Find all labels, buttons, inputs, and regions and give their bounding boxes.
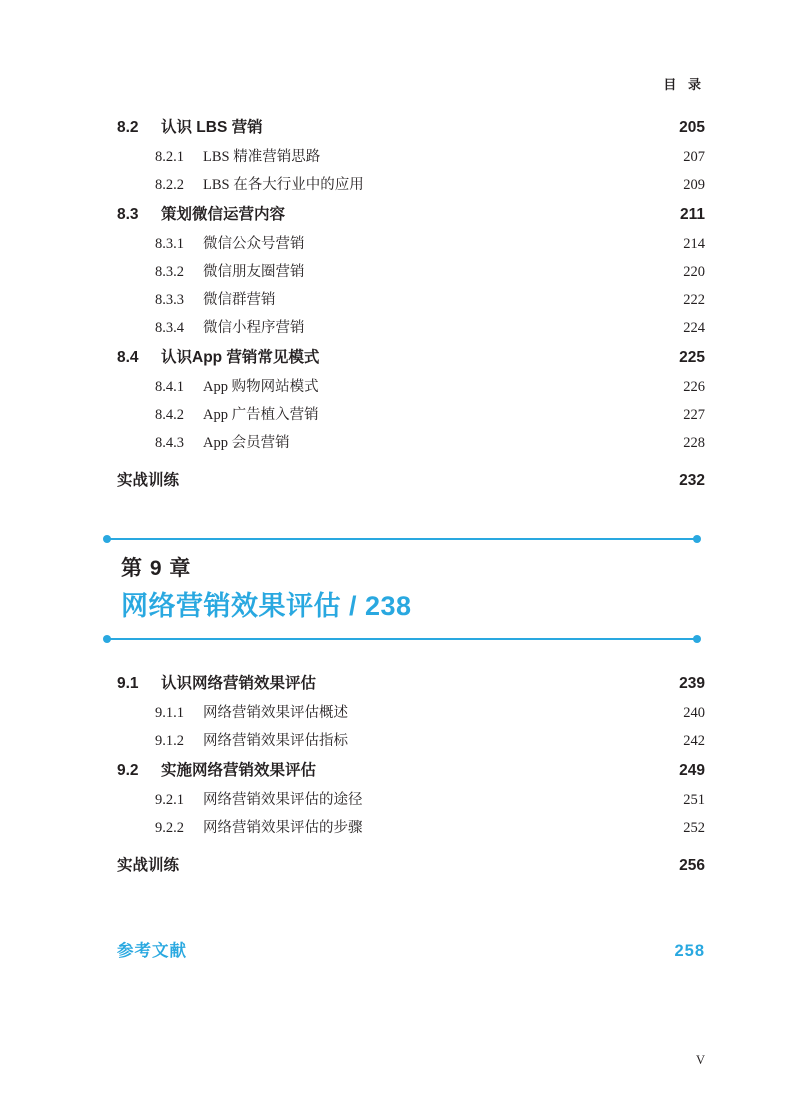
toc-entry[interactable] [95, 373, 705, 401]
toc-entry[interactable] [95, 230, 705, 258]
references-page: 258 [674, 942, 705, 960]
toc-entry-number: 8.3.3 [155, 292, 184, 308]
toc-entry-title: 策划微信运营内容 [161, 206, 286, 223]
references-title: 参考文献 [117, 942, 187, 960]
toc-entry-page: 249 [679, 762, 705, 779]
toc-entry-number: 8.2 [117, 119, 139, 136]
toc-entry-number: 8.2.2 [155, 177, 184, 193]
toc-entry-title: 微信公众号营销 [203, 236, 305, 252]
toc-entry-number: 9.1 [117, 675, 139, 692]
toc-entry-title: 实战训练 [117, 472, 180, 489]
toc-entry-title: 认识 LBS 营销 [161, 119, 263, 136]
toc-entry-page: 222 [683, 292, 705, 308]
toc-entry[interactable] [95, 786, 705, 814]
toc-entry-page: 225 [679, 349, 705, 366]
toc-entry-page: 228 [683, 435, 705, 451]
toc-entry[interactable] [95, 814, 705, 842]
chapter-rule-bottom [107, 638, 697, 640]
toc-entry-number: 8.3.1 [155, 236, 184, 252]
chapter-title: 网络营销效果评估 / 238 [121, 591, 412, 621]
toc-entry[interactable] [95, 429, 705, 457]
toc-entry-number: 9.1.1 [155, 705, 184, 721]
toc-entry-number: 9.1.2 [155, 733, 184, 749]
toc-entry[interactable] [95, 112, 705, 143]
toc-entry[interactable] [95, 401, 705, 429]
toc-entry-title: 微信朋友圈营销 [203, 264, 305, 280]
toc-entry[interactable] [95, 143, 705, 171]
toc-entry-number: 8.3.4 [155, 320, 184, 336]
toc-entry[interactable] [95, 850, 705, 881]
toc-entry-page: 242 [683, 733, 705, 749]
toc-entry-title: 微信群营销 [203, 292, 276, 308]
toc-entry-page: 224 [683, 320, 705, 336]
toc-entry-title: LBS 精准营销思路 [203, 149, 321, 165]
toc-entry-title: App 购物网站模式 [203, 379, 319, 395]
toc-entry-title: 网络营销效果评估指标 [203, 733, 348, 749]
toc-entry-page: 239 [679, 675, 705, 692]
references-entry[interactable] [95, 937, 705, 961]
toc-entry-title: 实战训练 [117, 857, 180, 874]
toc-entry-number: 8.4 [117, 349, 139, 366]
toc-entry[interactable] [95, 668, 705, 699]
toc-entry-page: 227 [683, 407, 705, 423]
toc-entry[interactable] [95, 286, 705, 314]
toc-entry-page: 207 [683, 149, 705, 165]
toc-entry-title: 网络营销效果评估的步骤 [203, 820, 363, 836]
toc-entry-title: 实施网络营销效果评估 [161, 762, 317, 779]
toc-entry-number: 9.2.2 [155, 820, 184, 836]
toc-entry-number: 9.2.1 [155, 792, 184, 808]
toc-entry[interactable] [95, 755, 705, 786]
toc-entry-page: 251 [683, 792, 705, 808]
toc-entry-number: 8.3.2 [155, 264, 184, 280]
toc-entry[interactable] [95, 171, 705, 199]
toc-entry-page: 211 [679, 206, 705, 223]
toc-entry-title: 网络营销效果评估的途径 [203, 792, 363, 808]
toc-entry-title: App 广告植入营销 [203, 407, 319, 423]
toc-entry-number: 8.4.3 [155, 435, 184, 451]
chapter-label: 第 9 章 [121, 557, 192, 580]
toc-entry-number: 8.2.1 [155, 149, 184, 165]
running-head: 目 录 [663, 77, 705, 92]
chapter-text [95, 540, 705, 638]
toc-entry-page: 214 [683, 236, 705, 252]
toc-entry-page: 232 [679, 472, 705, 489]
toc-entry-title: 微信小程序营销 [203, 320, 305, 336]
toc-list-top [95, 0, 705, 496]
toc-entry[interactable] [95, 699, 705, 727]
toc-entry[interactable] [95, 727, 705, 755]
toc-entry-page: 240 [683, 705, 705, 721]
toc-entry-number: 8.4.1 [155, 379, 184, 395]
chapter-banner [95, 538, 705, 640]
toc-entry-title: App 会员营销 [203, 435, 290, 451]
toc-entry-number: 9.2 [117, 762, 139, 779]
toc-entry-number: 8.4.2 [155, 407, 184, 423]
toc-entry-title: LBS 在各大行业中的应用 [203, 177, 364, 193]
toc-entry[interactable] [95, 465, 705, 496]
toc-entry[interactable] [95, 314, 705, 342]
toc-entry-page: 256 [679, 857, 705, 874]
toc-entry-page: 226 [683, 379, 705, 395]
toc-entry-page: 209 [683, 177, 705, 193]
toc-entry-number: 8.3 [117, 206, 139, 223]
toc-entry-page: 220 [683, 264, 705, 280]
toc-entry-page: 252 [683, 820, 705, 836]
toc-entry-title: 认识网络营销效果评估 [161, 675, 317, 692]
toc-list-bottom [95, 650, 705, 881]
toc-entry-title: 认识App 营销常见模式 [161, 349, 320, 366]
toc-entry[interactable] [95, 342, 705, 373]
toc-entry-page: 205 [679, 119, 705, 136]
toc-entry[interactable] [95, 199, 705, 230]
toc-entry[interactable] [95, 258, 705, 286]
chapter-rule-top [107, 538, 697, 540]
toc-entry-title: 网络营销效果评估概述 [203, 705, 348, 721]
folio: V [695, 1053, 705, 1067]
